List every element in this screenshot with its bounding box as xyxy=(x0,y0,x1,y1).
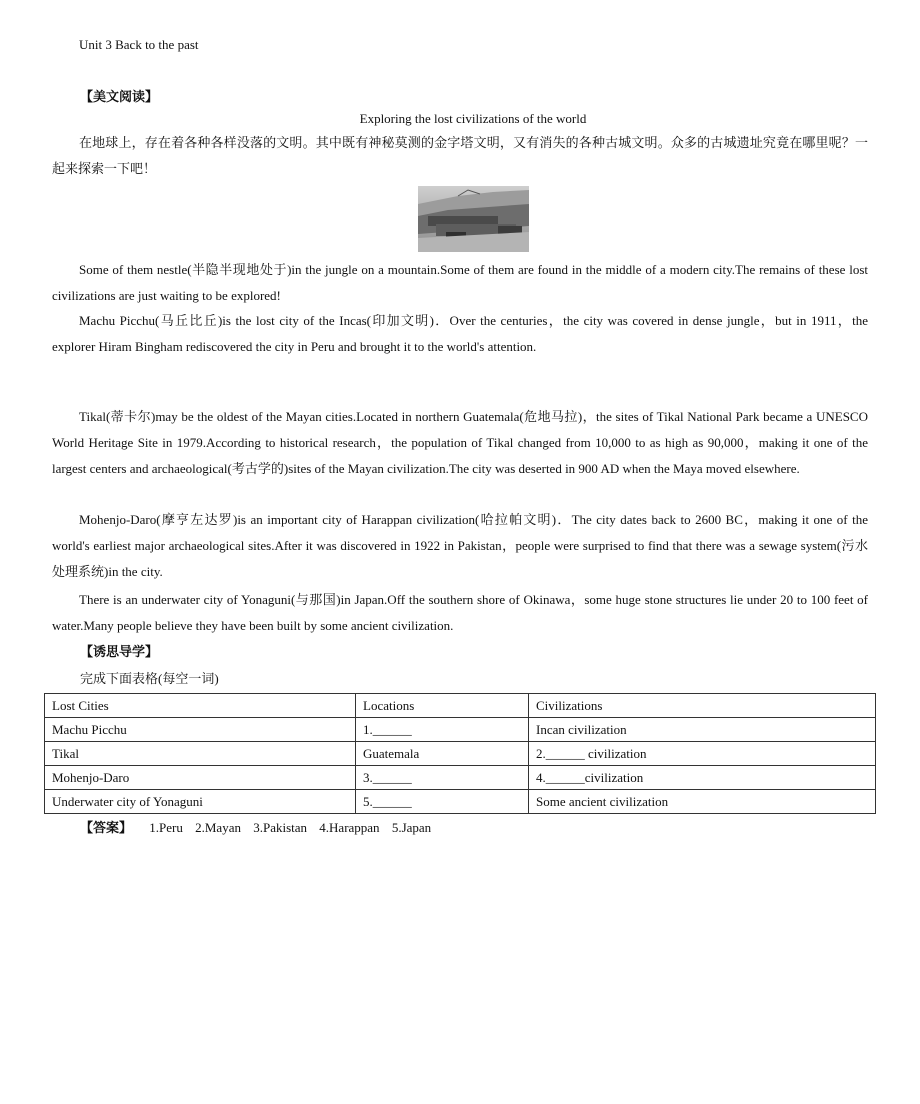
table-row xyxy=(45,790,876,814)
table-row xyxy=(45,742,876,766)
table-cell: 1.______ xyxy=(356,718,529,742)
table-cell: 2.______ civilization xyxy=(529,742,876,766)
table-instruction: 完成下面表格(每空一词) xyxy=(80,671,219,686)
table-cell: Underwater city of Yonaguni xyxy=(45,790,356,814)
paragraph-2: Machu Picchu(马丘比丘)is the lost city of the Incas(印加文明)．Over the centuries，the city was covered in dense jungle，but in 1911，the explorer Hiram Bingham rediscovered the city in Peru and brought it to the world's attention. xyxy=(52,313,868,354)
article-title: Exploring the lost civilizations of the world xyxy=(359,111,587,126)
table-header-row xyxy=(45,694,876,718)
table-header-cell: Civilizations xyxy=(529,694,876,718)
lost-cities-table xyxy=(44,693,876,814)
answer-item: 4.Harappan xyxy=(319,820,380,835)
paragraph-3: Tikal(蒂卡尔)may be the oldest of the Mayan cities.Located in northern Guatemala(危地马拉)，the sites of Tikal National Park became a UNESCO World Heritage Site in 1979.According to historical research，the population of Tikal changed from 10,000 to as high as 90,000，making it one of the largest centers and archaeological(考古学的)sites of the Mayan civilization.The city was deserted in 900 AD when the Maya moved elsewhere. xyxy=(52,409,868,476)
unit-title: Unit 3 Back to the past xyxy=(79,37,199,52)
answer-item: 1.Peru xyxy=(149,820,183,835)
table-cell: 4.______civilization xyxy=(529,766,876,790)
answer-item: 5.Japan xyxy=(391,820,432,835)
answer-item: 3.Pakistan xyxy=(253,820,308,835)
table-cell: 5.______ xyxy=(356,790,529,814)
table-header-cell: Lost Cities xyxy=(45,694,356,718)
intro-paragraph: 在地球上，存在着各种各样没落的文明。其中既有神秘莫测的金字塔文明，又有消失的各种古城文明。众多的古城遗址究竟在哪里呢？一起来探索一下吧！ xyxy=(52,135,868,176)
table-cell: Guatemala xyxy=(356,742,529,766)
answer-key xyxy=(80,817,440,836)
table-cell: Mohenjo-Daro xyxy=(45,766,356,790)
table-cell: Incan civilization xyxy=(529,718,876,742)
table-cell: Machu Picchu xyxy=(45,718,356,742)
table-cell: Tikal xyxy=(45,742,356,766)
table-cell: Some ancient civilization xyxy=(529,790,876,814)
paragraph-4: Mohenjo-Daro(摩亨左达罗)is an important city of Harappan civilization(哈拉帕文明)．The city dates back to 2600 BC，making it one of the world's earliest major archaeological sites.After it was discovered in 1922 in Pakistan，people were surprised to find that there was a sewage system(污水处理系统)in the city. xyxy=(52,512,868,579)
ruins-photo xyxy=(418,186,529,252)
table-row xyxy=(45,718,876,742)
section-heading-reading: 【美文阅读】 xyxy=(80,89,159,104)
answer-item: 2.Mayan xyxy=(195,820,241,835)
table-header-cell: Locations xyxy=(356,694,529,718)
answer-label: 【答案】 xyxy=(80,820,133,835)
paragraph-5: There is an underwater city of Yonaguni(与那国)in Japan.Off the southern shore of Okinawa，some huge stone structures lie under 20 to 100 feet of water.Many people believe they have been built by some ancient civilization. xyxy=(52,592,868,633)
section-heading-guide: 【诱思导学】 xyxy=(80,644,159,659)
paragraph-1: Some of them nestle(半隐半现地处于)in the jungle on a mountain.Some of them are found in the middle of a modern city.The remains of these lost civilizations are just waiting to be explored! xyxy=(52,262,868,303)
table-row xyxy=(45,766,876,790)
table-cell: 3.______ xyxy=(356,766,529,790)
